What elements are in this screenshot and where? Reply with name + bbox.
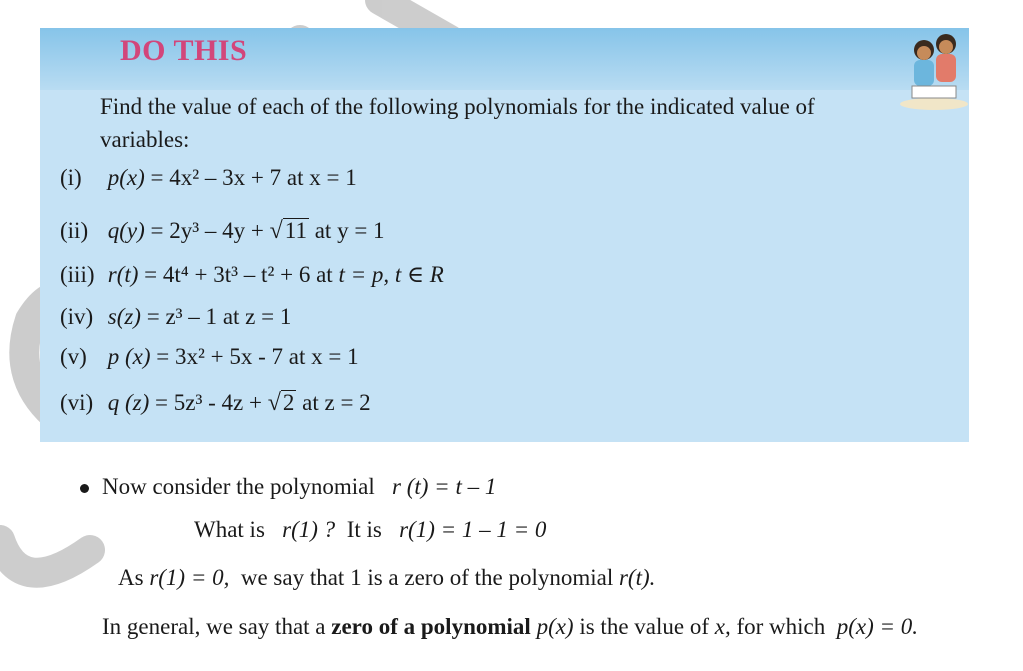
exercise-item-2: (ii) q(y) = 2y³ – 4y + √11 at y = 1	[60, 218, 385, 244]
exercise-item-5: (v) p (x) = 3x² + 5x - 7 at x = 1	[60, 344, 359, 369]
box-intro: Find the value of each of the following polynomials for the indicated value of variables:	[100, 94, 815, 152]
exercise-item-1: (i) p(x) = 4x² – 3x + 7 at x = 1	[60, 165, 357, 190]
what-is-line: What is r(1) ? It is r(1) = 1 – 1 = 0	[194, 517, 547, 542]
exercise-item-6: (vi) q (z) = 5z³ - 4z + √2 at z = 2	[60, 390, 371, 416]
exercise-item-4: (iv) s(z) = z³ – 1 at z = 1	[60, 304, 292, 329]
bullet-line: Now consider the polynomial r (t) = t – 1	[102, 474, 497, 499]
children-reading-icon	[898, 30, 970, 112]
exercise-item-3: (iii) r(t) = 4t⁴ + 3t³ – t² + 6 at t = p, t ∈ R	[60, 262, 444, 287]
bullet-point	[80, 484, 89, 493]
box-heading: DO THIS	[120, 34, 248, 67]
general-line: In general, we say that a zero of a polynomial p(x) is the value of x, for which p(x) = 0.	[102, 614, 919, 639]
as-line: As r(1) = 0, we say that 1 is a zero of the polynomial r(t).	[118, 565, 656, 590]
do-this-box	[40, 28, 969, 442]
